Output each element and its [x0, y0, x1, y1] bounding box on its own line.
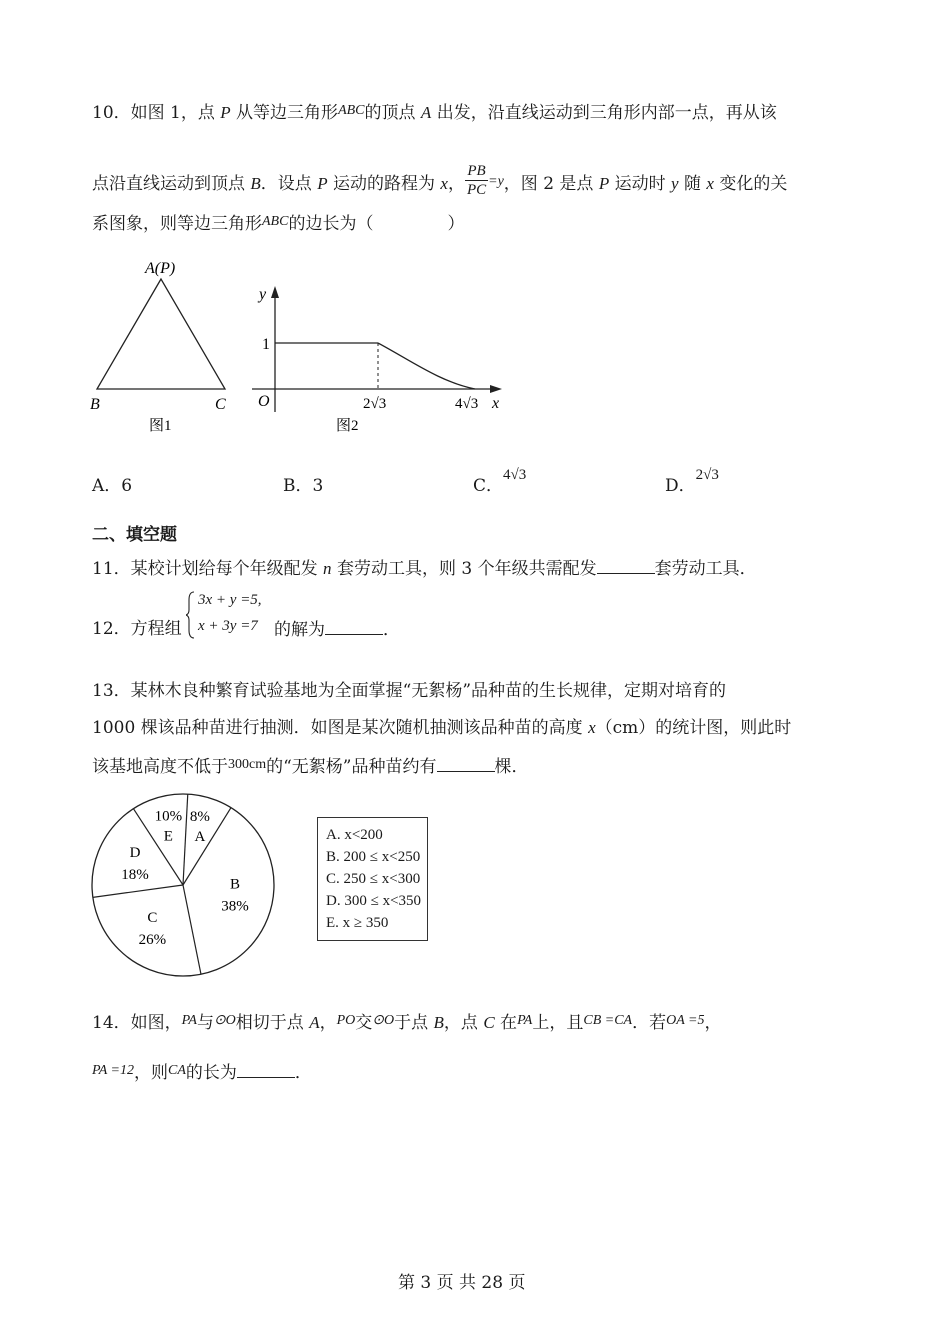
- pie-percent-d: 18%: [121, 867, 149, 884]
- vertex-b-label: B: [90, 396, 100, 413]
- system-brace: [186, 590, 196, 640]
- pie-boundary-c: [183, 885, 201, 974]
- q10-number: 10．: [92, 103, 131, 123]
- legend-item-c: C. 250 ≤ x<300: [326, 871, 421, 887]
- legend-item-a: A. x<200: [326, 827, 383, 843]
- legend-item-b: B. 200 ≤ x<250: [326, 849, 421, 865]
- q12-tail: 的解为 ．: [274, 620, 400, 640]
- pie-chart: [88, 792, 278, 982]
- pie-percent-a: 8%: [189, 809, 210, 826]
- q14-answer-blank[interactable]: [237, 1061, 295, 1078]
- q13-line1: 13．某林木良种繁育试验基地为全面掌握“无絮杨”品种苗的生长规律，定期对培育的: [92, 681, 727, 701]
- pie-label-e: E: [163, 828, 173, 845]
- q11-answer-blank[interactable]: [597, 557, 655, 574]
- q12-equation2: x + 3y =7: [198, 618, 258, 634]
- legend-item-e: E. x ≥ 350: [326, 915, 389, 931]
- figure1-triangle: [85, 255, 245, 440]
- q10-line2: 点沿直线运动到顶点 B．设点 P 运动的路程为 x， $\frac{PB}{PC}$ $^{=y}$，图 2 是点 P 运动时 y 随 x 变化的关: [92, 163, 788, 198]
- pie-boundary-d: [93, 885, 183, 897]
- choice-d[interactable]: D．2√3: [665, 467, 719, 496]
- choice-a[interactable]: A．6: [92, 476, 133, 496]
- tick-4sqrt3: 4√3: [455, 396, 479, 412]
- y-label: y: [259, 286, 267, 303]
- triangle-abc: [97, 279, 225, 389]
- fraction-pb-pc: $\frac{PB}{PC}$: [466, 163, 487, 198]
- q12-equation1: 3x + y =5,: [198, 592, 262, 608]
- pie-boundary-a: [183, 794, 188, 885]
- pie-percent-e: 10%: [154, 808, 183, 825]
- q10-line1: 10．如图 1，点 P 从等边三角形$^{ABC}$的顶点 A 出发，沿直线运动到三角形内部一点，再从该: [92, 103, 777, 123]
- figure1-caption: 图1: [149, 418, 172, 434]
- choice-c[interactable]: C．4√3: [473, 467, 527, 496]
- y-axis-arrow: [271, 286, 279, 298]
- q12-answer-blank[interactable]: [325, 618, 383, 635]
- q14-line1: 14．如图，$^{PA}$与$^{⊙O}$相切于点 A，$^{PO}$交$^{⊙O}$于点 B，点 C 在$^{PA}$上，且$^{CB =CA}$．若$^{OA =5}$，: [92, 1013, 722, 1033]
- pie-label-d: D: [129, 845, 141, 862]
- x-label: x: [492, 395, 500, 412]
- pie-percent-c: 26%: [138, 932, 167, 949]
- q12: 12．方程组: [92, 619, 182, 639]
- q13-line3: 该基地高度不低于$^{300cm}$的“无絮杨”品种苗约有 棵．: [92, 757, 529, 777]
- tick-2sqrt3: 2√3: [363, 396, 387, 412]
- figure2-graph: [250, 280, 510, 440]
- q10-line3: 系图象，则等边三角形$^{ABC}$的边长为（ ）: [92, 214, 465, 234]
- figure2-caption: 图2: [336, 418, 359, 434]
- q14-line2: $^{PA =12}$，则$^{CA}$的长为 ．: [92, 1063, 312, 1083]
- tick-one: 1: [262, 336, 270, 353]
- graph-curve-segment: [378, 343, 475, 389]
- vertex-c-label: C: [215, 396, 226, 413]
- choice-b[interactable]: B．3: [283, 476, 324, 496]
- pie-label-b: B: [229, 876, 240, 893]
- q11: 11．某校计划给每个年级配发 n 套劳动工具，则 3 个年级共需配发 套劳动工具．: [92, 559, 757, 579]
- pie-legend: [317, 817, 428, 941]
- legend-item-d: D. 300 ≤ x<350: [326, 893, 422, 909]
- origin-label: O: [258, 393, 270, 410]
- pie-label-a: A: [194, 829, 206, 846]
- pie-label-c: C: [147, 910, 158, 927]
- q13-answer-blank[interactable]: [437, 755, 495, 772]
- section-heading: 二、填空题: [92, 525, 177, 545]
- vertex-a-label: A(P): [145, 260, 176, 277]
- pie-percent-b: 38%: [221, 898, 249, 915]
- page-footer: 第 3 页 共 28 页: [398, 1273, 526, 1293]
- q13-line2: 1000 棵该品种苗进行抽测．如图是某次随机抽测该品种苗的高度 x（cm）的统计图，则此时: [92, 718, 792, 738]
- x-axis-arrow: [490, 385, 502, 393]
